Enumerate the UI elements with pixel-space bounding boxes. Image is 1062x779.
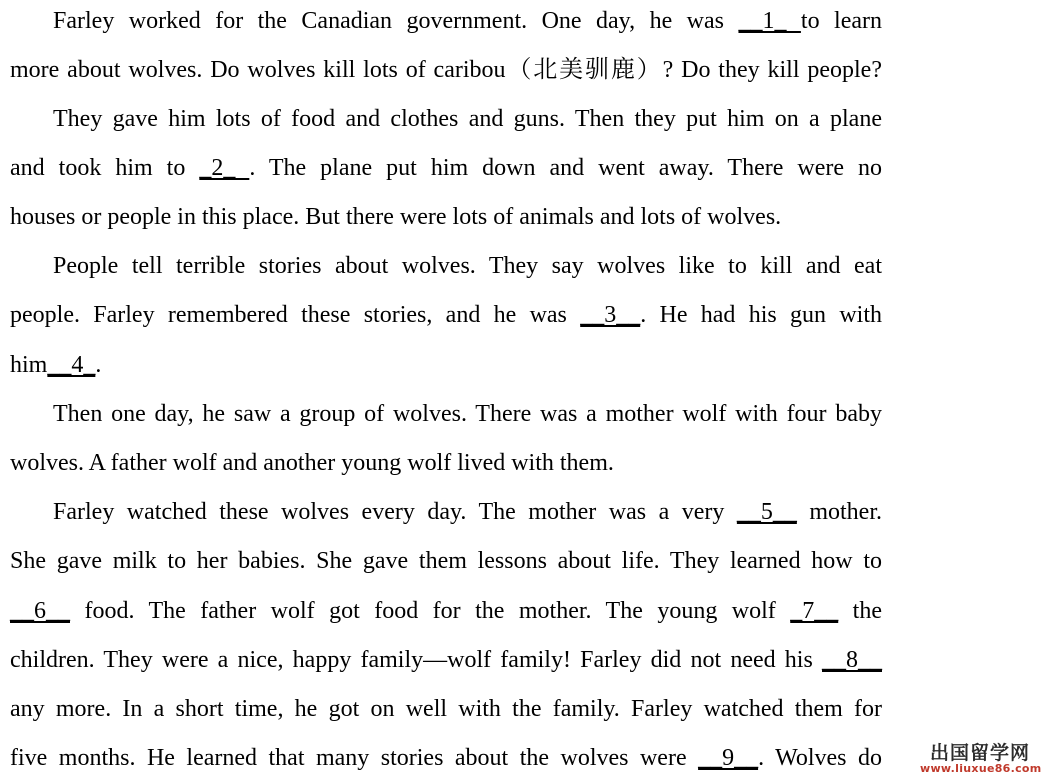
passage-text: . The plane put him down and went away. There were no — [249, 155, 882, 181]
passage-text: the — [838, 598, 882, 624]
passage-line — [10, 645, 882, 675]
passage-text: People tell terrible stories about wolves. They say wolves like to kill and eat — [53, 253, 882, 279]
passage-line — [10, 694, 882, 724]
passage-line — [10, 153, 882, 183]
passage-text: food. The father wolf got food for the mother. The young wolf — [70, 598, 791, 624]
answer-blank: _7__ — [790, 598, 839, 624]
passage-text: Farley watched these wolves every day. The mother was a very — [53, 499, 737, 525]
passage-line — [53, 251, 882, 281]
passage-text: five months. He learned that many stories about the wolves were — [10, 745, 699, 771]
site-watermark — [918, 738, 1058, 778]
passage-text: She gave milk to her babies. She gave them lessons about life. They learned how to — [10, 548, 882, 574]
passage-text: any more. In a short time, he got on well with the family. Farley watched them for — [10, 696, 882, 722]
passage-text: more about wolves. Do wolves kill lots of caribou（北美驯鹿）? Do they kill people? — [10, 57, 882, 83]
passage-line — [53, 497, 882, 527]
answer-blank: __5__ — [736, 499, 797, 525]
watermark-title: 出国留学网 — [930, 742, 1031, 764]
passage-line — [10, 596, 882, 626]
passage-text: him — [10, 352, 48, 378]
answer-blank: _2_ — [199, 155, 250, 181]
passage-line — [10, 350, 882, 380]
passage-text: houses or people in this place. But there were lots of animals and lots of wolves. — [10, 204, 782, 230]
passage-text: wolves. A father wolf and another young wolf lived with them. — [10, 450, 614, 476]
passage-line — [10, 546, 882, 576]
passage-line — [53, 6, 882, 36]
answer-blank: __8__ — [822, 647, 882, 673]
passage-line — [10, 743, 882, 773]
watermark-url: www.liuxue86.com — [920, 762, 1042, 775]
answer-blank: __1_ — [738, 8, 801, 34]
passage-text: children. They were a nice, happy family—wolf family! Farley did not need his — [10, 647, 822, 673]
passage-text: people. Farley remembered these stories, and he was — [10, 302, 581, 328]
passage-line — [10, 448, 882, 478]
passage-text: and took him to — [10, 155, 200, 181]
passage-text: . He had his gun with — [640, 302, 882, 328]
passage-line — [10, 202, 882, 232]
passage-text: They gave him lots of food and clothes and guns. Then they put him on a plane — [53, 106, 882, 132]
answer-blank: __9__ — [698, 745, 759, 771]
answer-blank: __4_ — [47, 352, 96, 378]
passage-text: . — [95, 352, 102, 378]
passage-text: to learn — [800, 8, 882, 34]
passage-text: mother. — [796, 499, 883, 525]
passage-text: Then one day, he saw a group of wolves. There was a mother wolf with four baby — [53, 401, 882, 427]
passage-text: . Wolves do — [758, 745, 882, 771]
answer-blank: __3__ — [580, 302, 641, 328]
passage-text: Farley worked for the Canadian government. One day, he was — [53, 8, 739, 34]
passage-line — [53, 399, 882, 429]
passage-line — [10, 55, 882, 85]
answer-blank: __6__ — [10, 598, 70, 624]
passage-line — [10, 300, 882, 330]
passage-line — [53, 104, 882, 134]
